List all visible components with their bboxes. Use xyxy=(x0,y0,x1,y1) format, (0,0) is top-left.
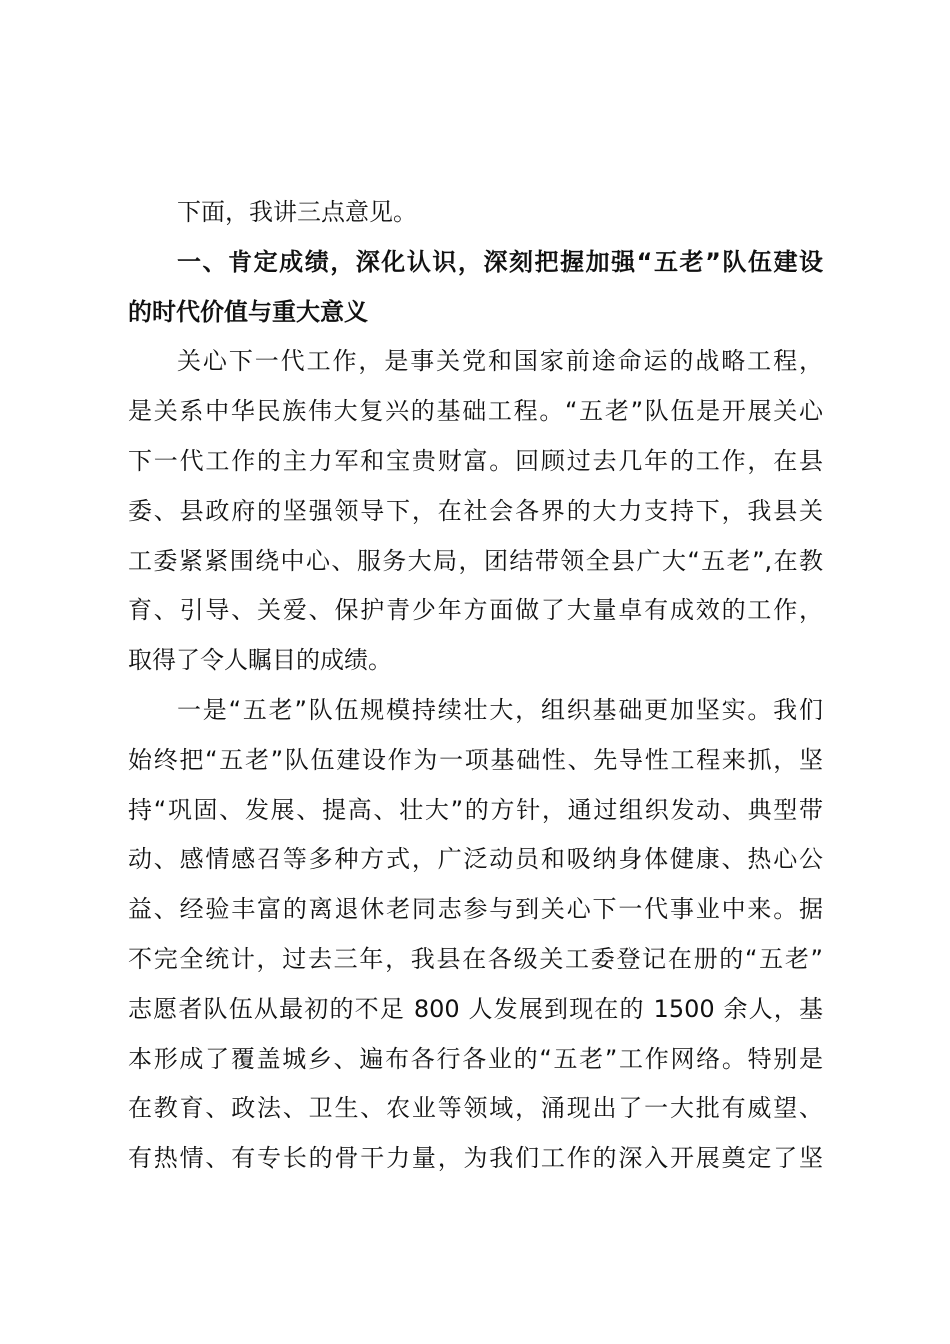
paragraph-line: 始终把“五老”队伍建设作为一项基础性、先导性工程来抓，坚 xyxy=(128,745,823,774)
document-page xyxy=(128,188,823,1184)
paragraph-line: 工委紧紧围绕中心、服务大局，团结带领全县广大“五老”,在教 xyxy=(128,546,823,575)
section-heading-line: 一、肯定成绩，深化认识，深刻把握加强“五老”队伍建设 xyxy=(177,247,823,276)
paragraph-line: 本形成了覆盖城乡、遍布各行各业的“五老”工作网络。特别是 xyxy=(128,1044,823,1073)
section-heading-line: 的时代价值与重大意义 xyxy=(128,297,368,326)
paragraph-line: 委、县政府的坚强领导下，在社会各界的大力支持下，我县关 xyxy=(128,496,823,525)
paragraph-line: 取得了令人瞩目的成绩。 xyxy=(128,646,392,675)
paragraph-line: 有热情、有专长的骨干力量，为我们工作的深入开展奠定了坚 xyxy=(128,1144,823,1173)
paragraph-line: 是关系中华民族伟大复兴的基础工程。“五老”队伍是开展关心 xyxy=(128,397,823,426)
paragraph-line: 不完全统计，过去三年，我县在各级关工委登记在册的“五老” xyxy=(128,944,823,973)
paragraph-line: 志愿者队伍从最初的不足 800 人发展到现在的 1500 余人，基 xyxy=(128,994,823,1023)
paragraph-line: 一是“五老”队伍规模持续壮大，组织基础更加坚实。我们 xyxy=(177,695,823,724)
paragraph-line: 育、引导、关爱、保护青少年方面做了大量卓有成效的工作， xyxy=(128,596,823,625)
paragraph-line: 关心下一代工作，是事关党和国家前途命运的战略工程， xyxy=(177,347,823,376)
paragraph-line: 益、经验丰富的离退休老同志参与到关心下一代事业中来。据 xyxy=(128,895,823,924)
paragraph-line: 下一代工作的主力军和宝贵财富。回顾过去几年的工作，在县 xyxy=(128,446,823,475)
paragraph-line: 持“巩固、发展、提高、壮大”的方针，通过组织发动、典型带 xyxy=(128,795,823,824)
paragraph-line: 在教育、政法、卫生、农业等领域，涌现出了一大批有威望、 xyxy=(128,1094,823,1123)
paragraph-line: 下面，我讲三点意见。 xyxy=(177,198,417,226)
paragraph-line: 动、感情感召等多种方式，广泛动员和吸纳身体健康、热心公 xyxy=(128,845,823,874)
